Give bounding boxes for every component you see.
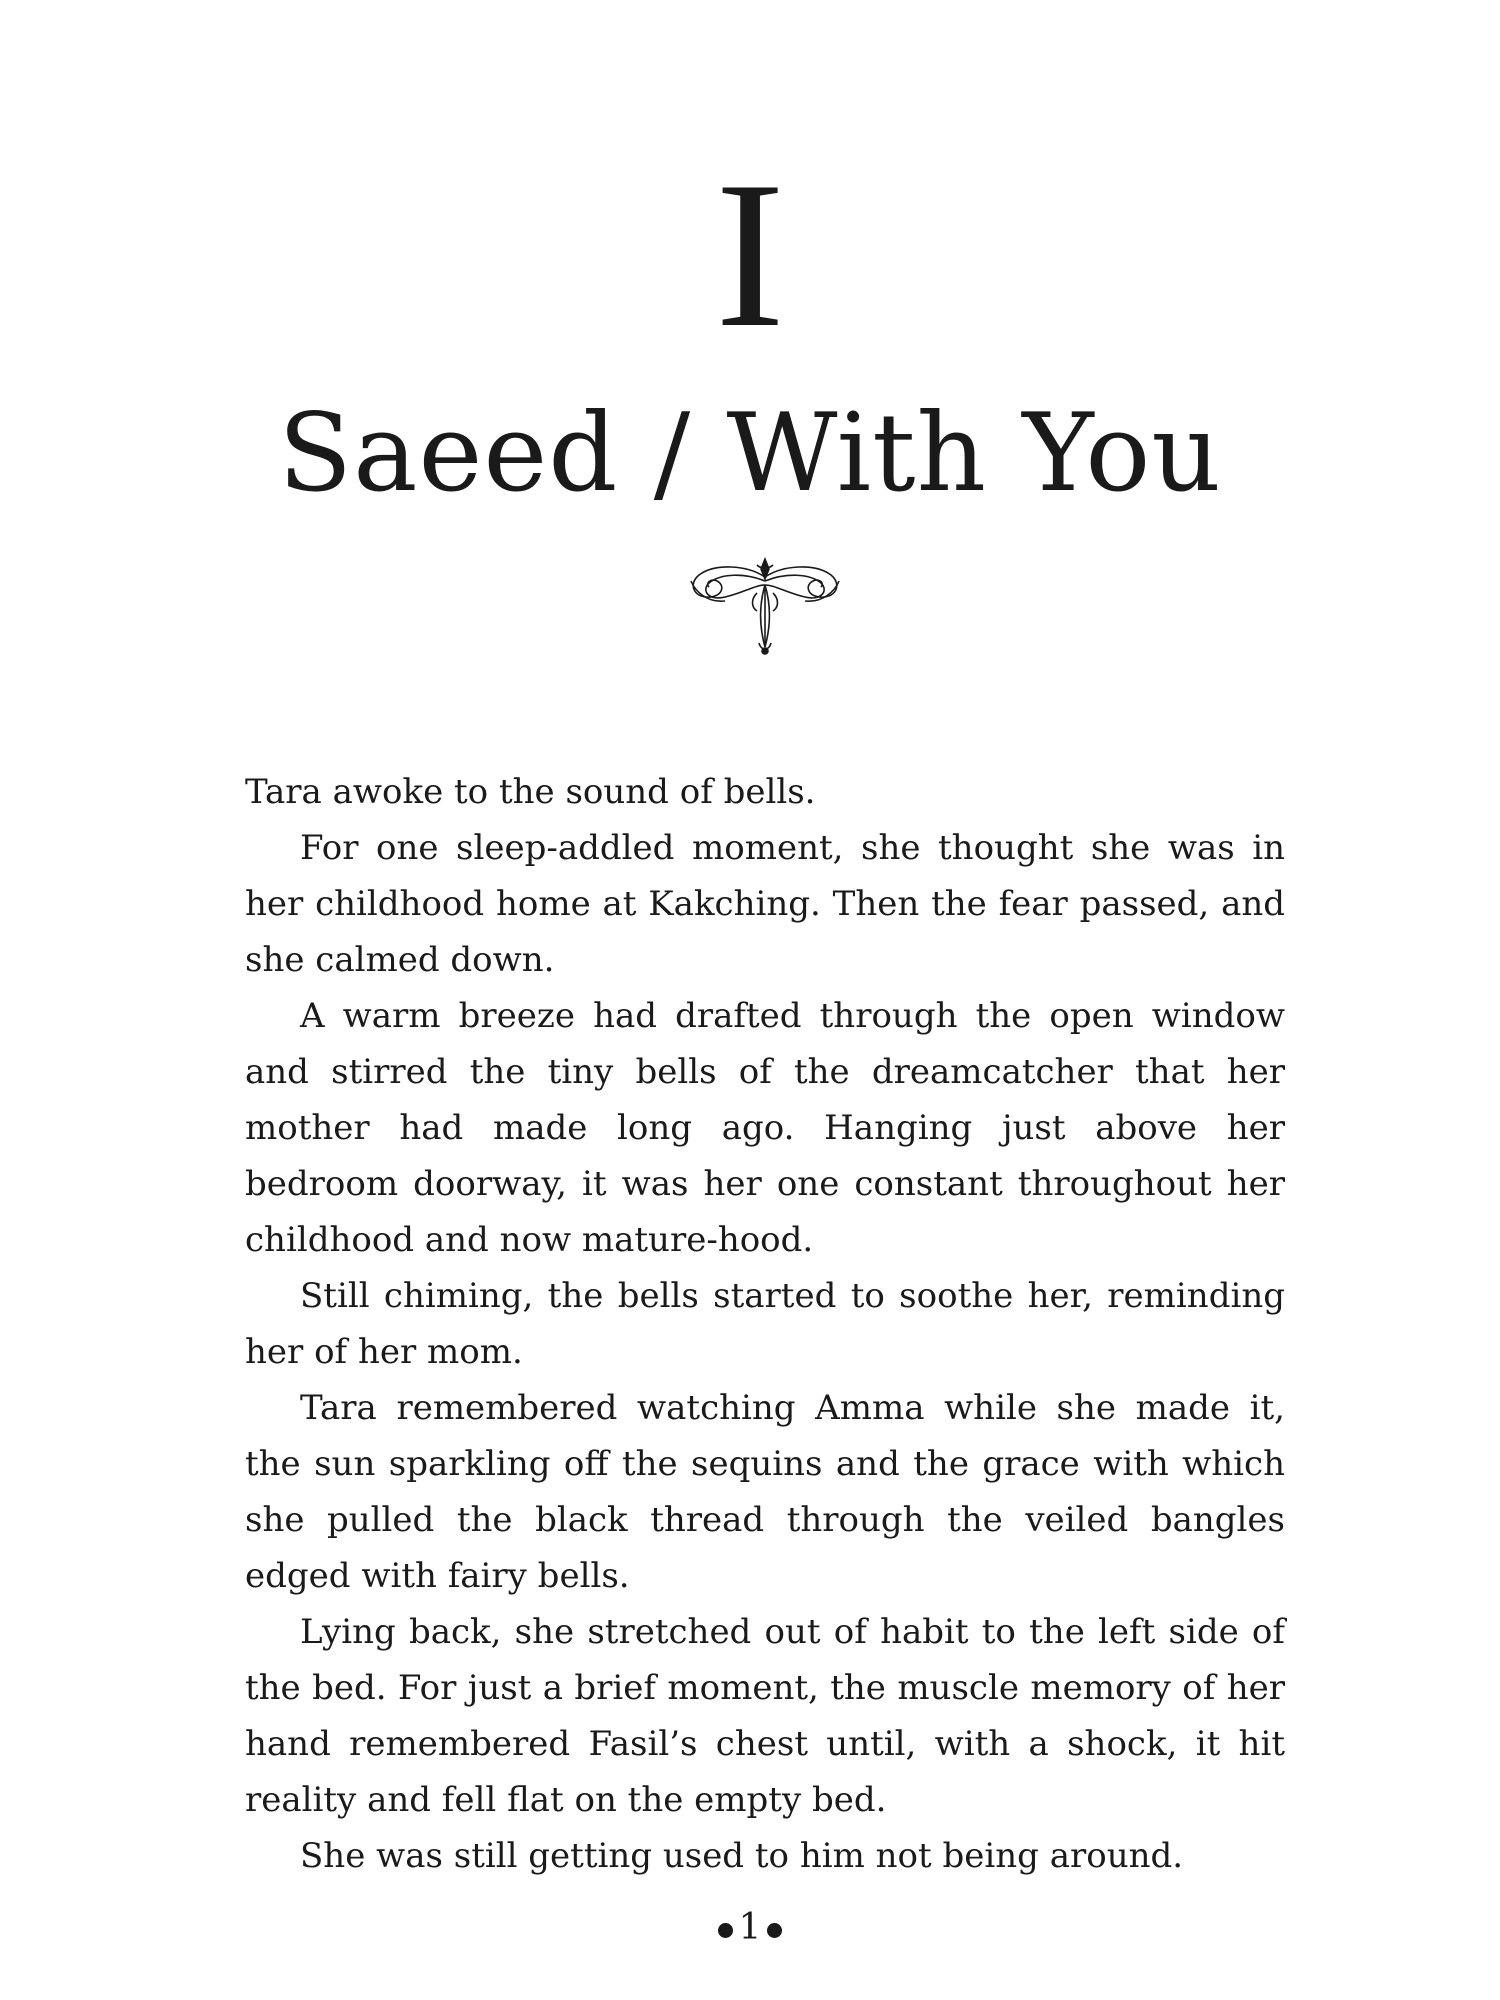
chapter-body [245,764,1285,1884]
paragraph: She was still getting used to him not being around. [300,1836,1184,1876]
bullet-icon [767,1923,782,1938]
paragraph: Still chiming, the bells started to soothe her, reminding her of her mom. [245,1276,1285,1372]
paragraph: Lying back, she stretched out of habit to the left side of the bed. For just a brief moment, the muscle memory of her hand remembered Fasil’s chest until, with a shock, it hit reality and fell flat on the empty bed. [245,1612,1285,1820]
flourish-ornament-icon [685,555,845,660]
page-number-footer [0,1907,1500,1948]
paragraph: For one sleep-addled moment, she thought she was in her childhood home at Kakching. Then the fear passed, and she calmed down. [245,828,1285,980]
paragraph: Tara awoke to the sound of bells. [245,772,816,812]
paragraph: A warm breeze had drafted through the open window and stirred the tiny bells of the dreamcatcher that her mother had made long ago. Hanging just above her bedroom doorway, it was her one constant throughout her childhood and now mature-hood. [245,996,1285,1260]
chapter-number: I [715,139,785,371]
paragraph: Tara remembered watching Amma while she made it, the sun sparkling off the sequins and the grace with which she pulled the black thread through the veiled bangles edged with fairy bells. [245,1388,1285,1596]
bullet-icon [718,1923,733,1938]
page-number: 1 [738,1907,762,1948]
chapter-title: Saeed / With You [278,391,1222,516]
